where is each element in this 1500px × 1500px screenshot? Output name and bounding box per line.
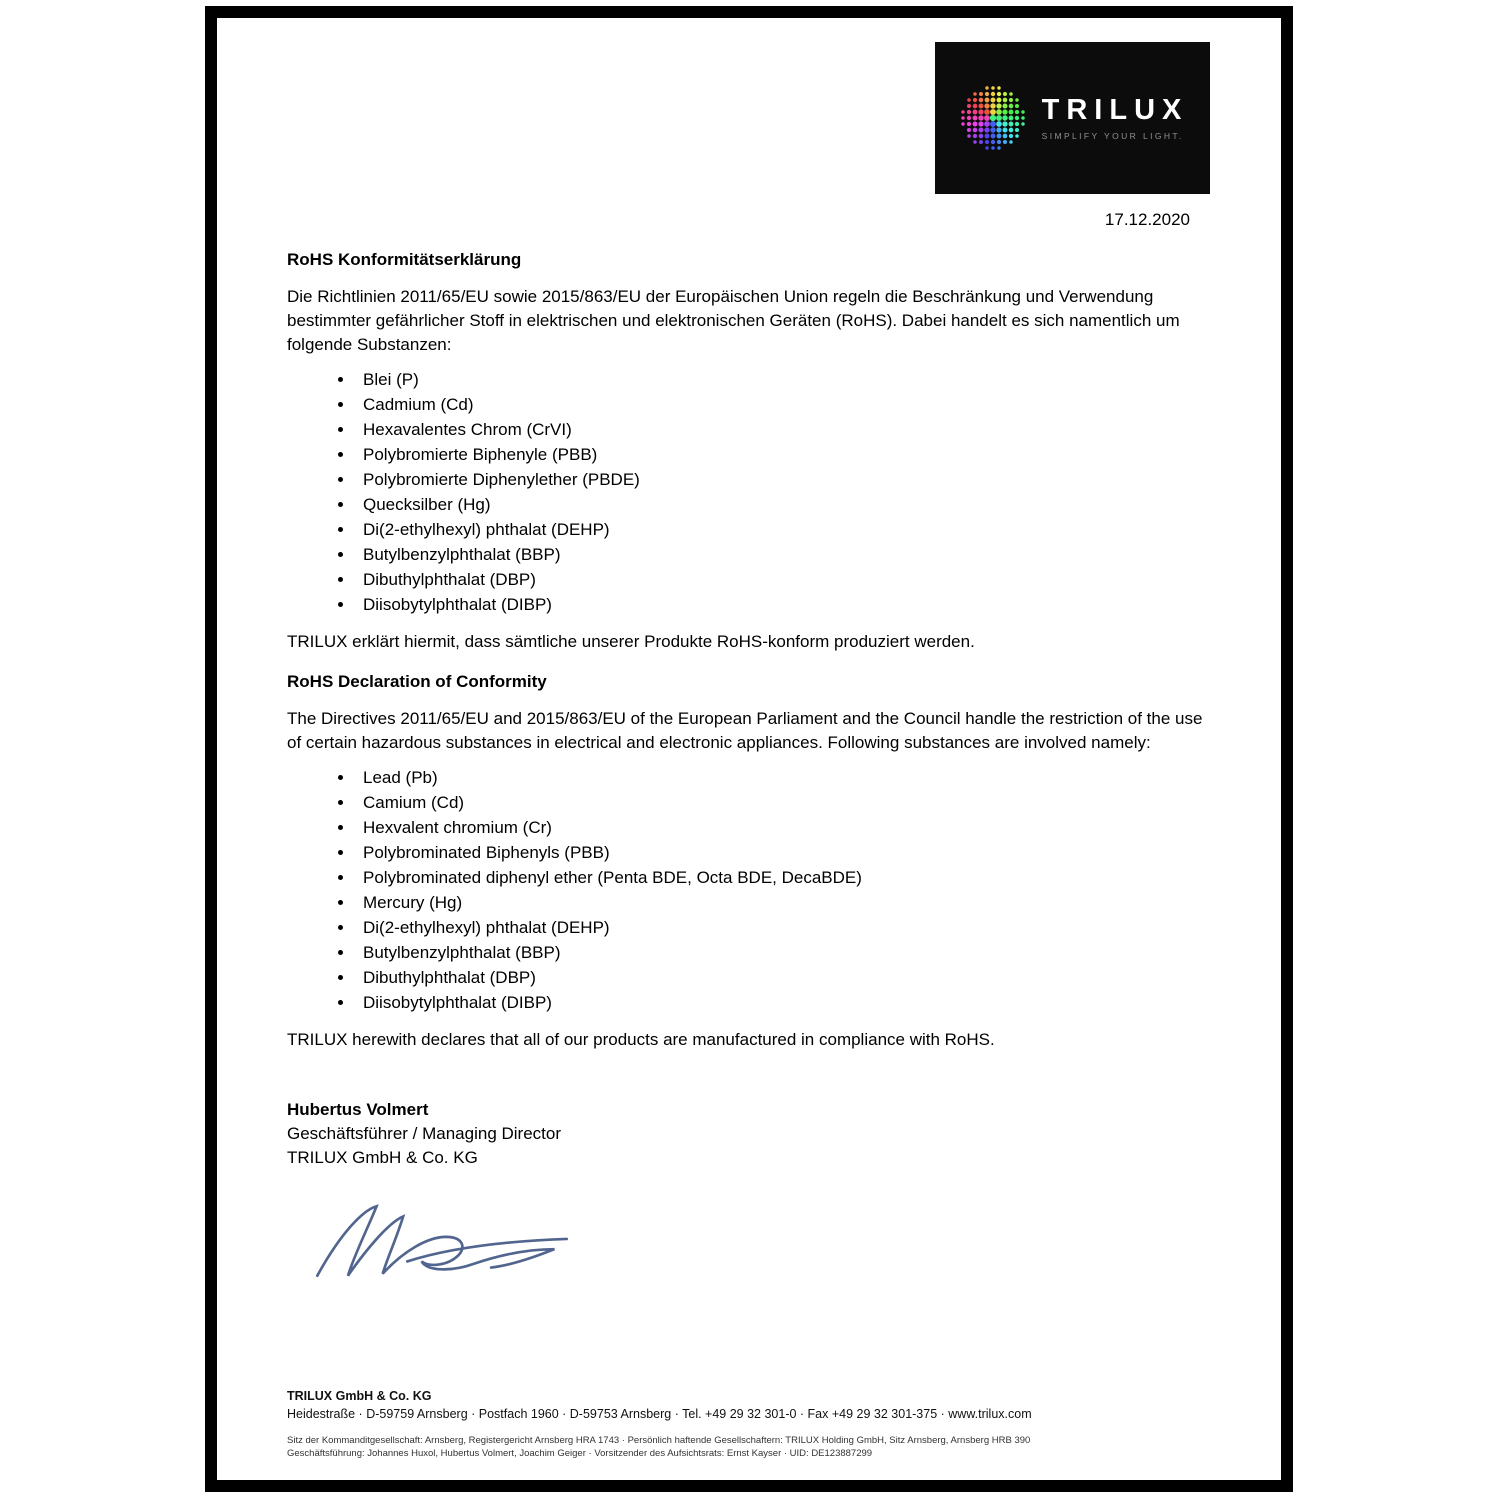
list-item: • Diisobytylphthalat (DIBP) bbox=[355, 593, 1215, 617]
list-item: • Blei (P) bbox=[355, 368, 1215, 392]
signatory-name: Hubertus Volmert bbox=[287, 1100, 429, 1119]
footer-address: Heidestraße · D-59759 Arnsberg · Postfach 1960 · D-59753 Arnsberg · Tel. +49 29 32 301-0 · Fax +49 29 32 301-375 · www.trilux.com bbox=[287, 1407, 1032, 1421]
german-substances-list bbox=[287, 368, 1215, 617]
signatory-block bbox=[287, 1098, 1215, 1170]
english-section-heading: RoHS Declaration of Conformity bbox=[287, 672, 547, 691]
list-item: • Butylbenzylphthalat (BBP) bbox=[355, 941, 1215, 965]
logo-tagline: SIMPLIFY YOUR LIGHT. bbox=[1041, 130, 1184, 141]
list-item: • Polybrominated Biphenyls (PBB) bbox=[355, 841, 1215, 865]
footer-legal-2: Geschäftsführung: Johannes Huxol, Hubertus Volmert, Joachim Geiger · Vorsitzender des Aufsichtsrats: Ernst Kayser · UID: DE123887299 bbox=[287, 1448, 873, 1459]
list-item: • Dibuthylphthalat (DBP) bbox=[355, 568, 1215, 592]
footer bbox=[287, 1387, 1241, 1460]
list-item: • Polybrominated diphenyl ether (Penta BDE, Octa BDE, DecaBDE) bbox=[355, 866, 1215, 890]
english-closing: TRILUX herewith declares that all of our products are manufactured in compliance with RoHS. bbox=[287, 1030, 995, 1049]
list-item: • Polybromierte Biphenyle (PBB) bbox=[355, 443, 1215, 467]
english-intro: The Directives 2011/65/EU and 2015/863/EU of the European Parliament and the Council handle the restriction of the use of certain hazardous substances in electrical and electronic appliances. Following substances are involved namely: bbox=[287, 709, 1203, 752]
list-item: • Hexvalent chromium (Cr) bbox=[355, 816, 1215, 840]
list-item: • Cadmium (Cd) bbox=[355, 393, 1215, 417]
english-substances-list bbox=[287, 766, 1215, 1015]
german-closing: TRILUX erklärt hiermit, dass sämtliche unserer Produkte RoHS-konform produziert werden. bbox=[287, 632, 975, 651]
footer-company: TRILUX GmbH & Co. KG bbox=[287, 1389, 432, 1403]
signature bbox=[297, 1196, 587, 1288]
list-item: • Di(2-ethylhexyl) phthalat (DEHP) bbox=[355, 518, 1215, 542]
list-item: • Polybromierte Diphenylether (PBDE) bbox=[355, 468, 1215, 492]
footer-legal-1: Sitz der Kommanditgesellschaft: Arnsberg, Registergericht Arnsberg HRA 1743 · Persönlich haftende Gesellschaftern: TRILUX Holding GmbH, Sitz Arnsberg, Arnsberg HRB 390 bbox=[287, 1435, 1031, 1446]
signatory-title: Geschäftsführer / Managing Director bbox=[287, 1124, 562, 1143]
list-item: • Camium (Cd) bbox=[355, 791, 1215, 815]
list-item: • Lead (Pb) bbox=[355, 766, 1215, 790]
trilux-globe-icon bbox=[957, 82, 1029, 154]
logo-wordmark: TRILUX bbox=[1041, 93, 1189, 126]
list-item: • Hexavalentes Chrom (CrVI) bbox=[355, 418, 1215, 442]
list-item: • Dibuthylphthalat (DBP) bbox=[355, 966, 1215, 990]
list-item: • Diisobytylphthalat (DIBP) bbox=[355, 991, 1215, 1015]
list-item: • Quecksilber (Hg) bbox=[355, 493, 1215, 517]
trilux-logo bbox=[935, 42, 1210, 194]
list-item: • Di(2-ethylhexyl) phthalat (DEHP) bbox=[355, 916, 1215, 940]
logo-text-block bbox=[1041, 93, 1189, 141]
document-page bbox=[205, 6, 1293, 1492]
signatory-company: TRILUX GmbH & Co. KG bbox=[287, 1148, 478, 1167]
list-item: • Mercury (Hg) bbox=[355, 891, 1215, 915]
list-item: • Butylbenzylphthalat (BBP) bbox=[355, 543, 1215, 567]
document-body bbox=[217, 18, 1281, 1288]
german-intro: Die Richtlinien 2011/65/EU sowie 2015/863/EU der Europäischen Union regeln die Beschränkung und Verwendung bestimmter gefährlicher Stoff in elektrischen und elektronischen Geräten (RoHS). Dabei handelt es sich namentlich um folgende Substanzen: bbox=[287, 287, 1180, 354]
german-section-heading: RoHS Konformitätserklärung bbox=[287, 250, 522, 269]
document-date: 17.12.2020 bbox=[1104, 210, 1190, 229]
